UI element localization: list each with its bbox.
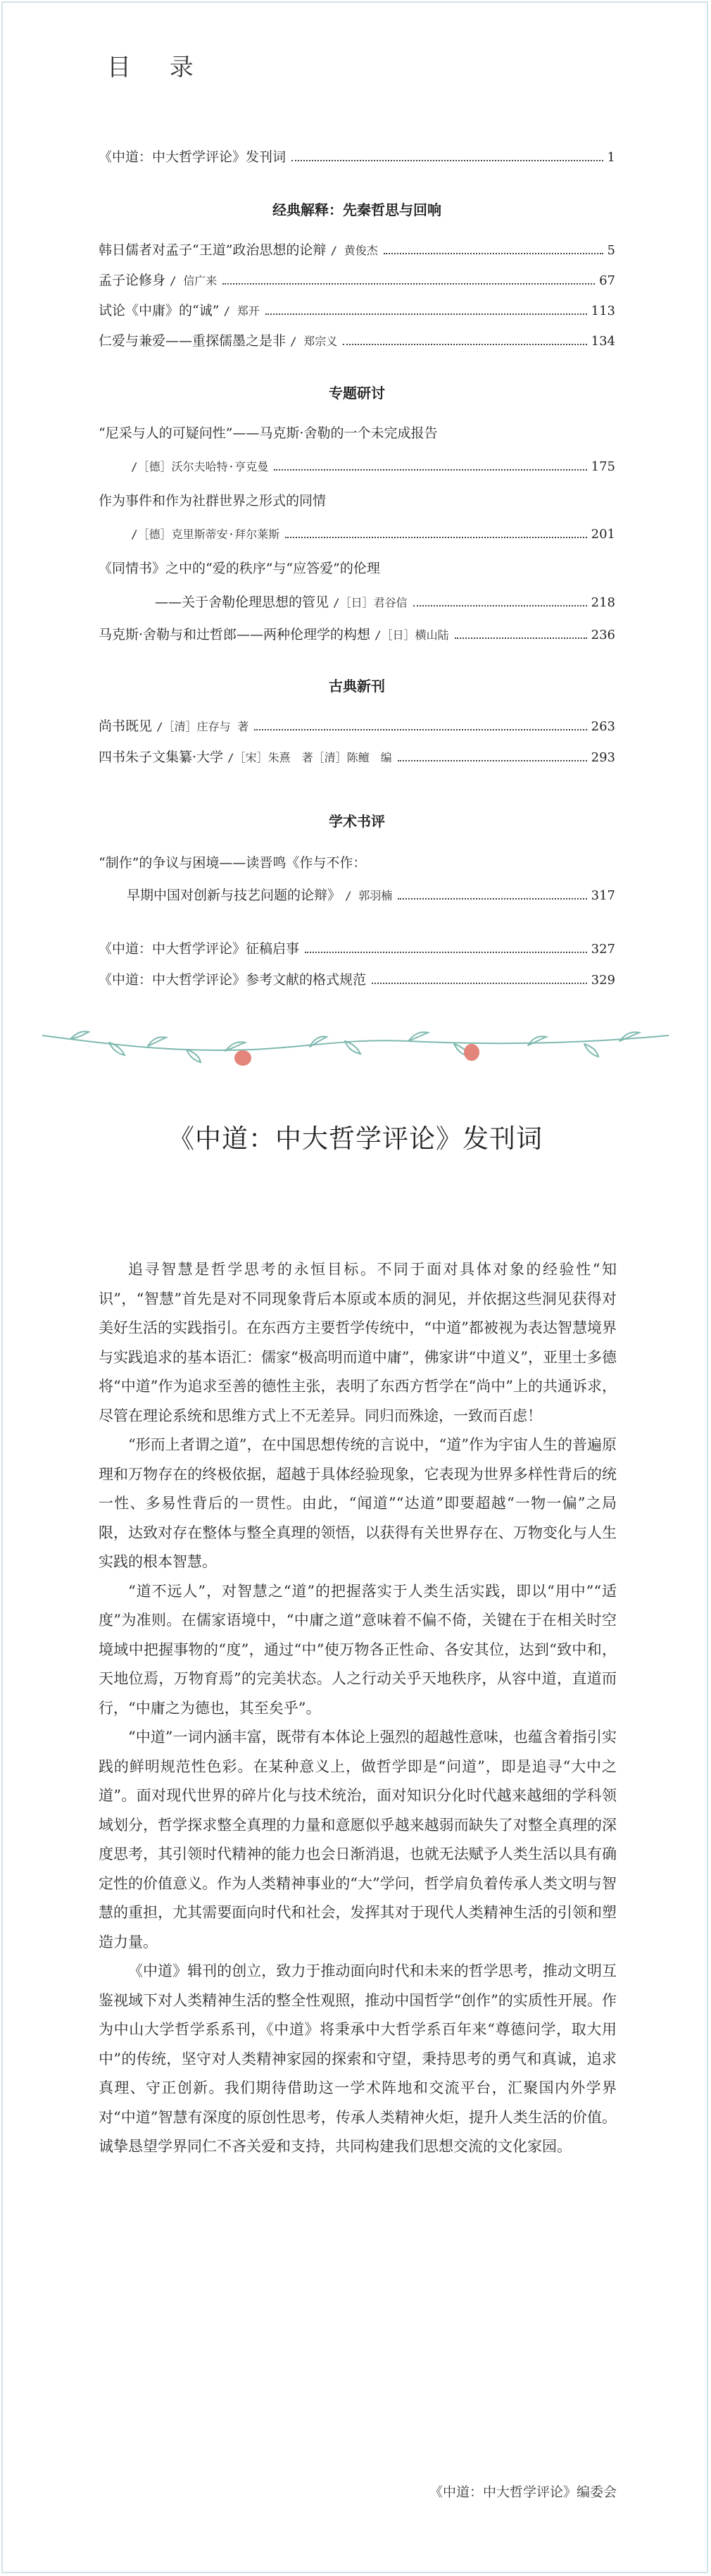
editorial-signature: 《中道：中大哲学评论》编委会 bbox=[429, 2484, 617, 2500]
toc-entry-preface[interactable]: 《中道：中大哲学评论》发刊词 1 bbox=[99, 149, 615, 165]
paragraph: 追寻智慧是哲学思考的永恒目标。不同于面对具体对象的经验性“知识”，“智慧”首先是对不同现象背后本原或本质的洞见，并依据这些洞见获得对美好生活的实践指引。在东西方主要哲学传统中，“中道”都被视为表达智慧境界与实践追求的基本语汇：儒家“极高明而道中庸”，佛家讲“中道义”，亚里士多德将“中道”作为追求至善的德性主张，表明了东西方哲学在“尚中”上的共通诉求，尽管在理论系统和思维方式上不无差异。同归而殊途，一致而百虑！ bbox=[99, 1261, 617, 1424]
toc-entry[interactable]: /［德］克里斯蒂安·拜尔莱斯 201 bbox=[131, 527, 615, 542]
toc-entry[interactable]: 尚书既见 /［清］庄存与 著 263 bbox=[99, 718, 615, 734]
paragraph: “形而上者谓之道”，在中国思想传统的言说中，“道”作为宇宙人生的普遍原理和万物存在的终极依据，超越于具体经验现象，它表现为世界多样性背后的统一性、多易性背后的一贯性。由此，“闻道”“达道”即要超越“一物一偏”之局限，达致对存在整体与整全真理的领悟，以获得有关世界存在、万物变化与人生实践的根本智慧。 bbox=[99, 1436, 617, 1570]
toc-entry-appendix[interactable]: 《中道：中大哲学评论》征稿启事 327 bbox=[99, 941, 615, 957]
toc-entry[interactable]: 韩日儒者对孟子“王道”政治思想的论辩 / 黄俊杰 5 bbox=[99, 242, 615, 258]
paragraph: “道不远人”，对智慧之“道”的把握落实于人类生活实践，即以“用中”“适度”为准则。在儒家语境中，“中庸之道”意味着不偏不倚，关键在于在相关时空境域中把握事物的“度”，通过“中”使万物各正性命、各安其位，达到“致中和，天地位焉，万物育焉”的完美状态。人之行动关乎天地秩序，从容中道，直道而行，“中庸之为德也，其至矣乎”。 bbox=[99, 1582, 617, 1717]
toc-entry[interactable]: “制作”的争议与困境——读晋鸣《作与不作： bbox=[99, 855, 367, 871]
toc-section-heading: 学术书评 bbox=[329, 813, 385, 830]
toc-entry[interactable]: 四书朱子文集纂·大学 /［宋］朱熹 著［清］陈鳣 编 293 bbox=[99, 749, 615, 765]
toc-title: 目 录 bbox=[107, 54, 209, 82]
article-title: 《中道：中大哲学评论》发刊词 bbox=[168, 1124, 543, 1154]
toc-entry-appendix[interactable]: 《中道：中大哲学评论》参考文献的格式规范 329 bbox=[99, 972, 615, 988]
toc-entry[interactable]: 试论《中庸》的“诚” / 郑开 113 bbox=[99, 303, 615, 318]
toc-section-heading: 专题研讨 bbox=[329, 385, 385, 402]
paragraph: “中道”一词内涵丰富，既带有本体论上强烈的超越性意味，也蕴含着指引实践的鲜明规范性色彩。在某种意义上，做哲学即是“问道”，即是追寻“大中之道”。面对现代世界的碎片化与技术统治，面对知识分化时代越来越细的学科领域划分，哲学探求整全真理的力量和意愿似乎越来越弱而缺失了对整全真理的深度思考，其引领时代精神的能力也会日渐消退，也就无法赋予人类生活以具有确定性的价值意义。作为人类精神事业的“大”学问，哲学肩负着传承人类文明与智慧的重担，尤其需要面向时代和社会，发挥其对于现代人类精神生活的引领和塑造力量。 bbox=[99, 1729, 617, 1950]
toc-entry[interactable]: 孟子论修身 / 信广来 67 bbox=[99, 273, 615, 288]
toc-entry[interactable]: ——关于舍勒伦理思想的管见 /［日］君谷信 218 bbox=[155, 595, 615, 610]
toc-entry[interactable]: /［德］沃尔夫哈特·亨克曼 175 bbox=[131, 459, 615, 474]
paragraph: 《中道》辑刊的创立，致力于推动面向时代和未来的哲学思考，推动文明互鉴视域下对人类精神生活的整全性观照，推动中国哲学“创作”的实质性开展。作为中山大学哲学系系刊，《中道》将秉承中大哲学系百年来“尊德问学，取大用中”的传统，坚守对人类精神家园的探索和守望，秉持思考的勇气和真诚，追求真理、守正创新。我们期待借助这一学术阵地和交流平台，汇聚国内外学界对“中道”智慧有深度的原创性思考，传承人类精神火炬，提升人类生活的价值。诚挚恳望学界同仁不吝关爱和支持，共同构建我们思想交流的文化家园。 bbox=[99, 1962, 617, 2155]
toc-entry[interactable]: 作为事件和作为社群世界之形式的同情 bbox=[99, 493, 327, 509]
toc-entry[interactable]: 仁爱与兼爱——重探儒墨之是非 / 郑宗义 134 bbox=[99, 333, 615, 349]
toc-entry[interactable]: 马克斯·舍勒与和辻哲郎——两种伦理学的构想 /［日］横山陆 236 bbox=[99, 627, 615, 642]
vine-divider bbox=[42, 1007, 669, 1078]
toc-entry[interactable]: 早期中国对创新与技艺问题的论辩》 / 郭羽楠 317 bbox=[127, 888, 615, 903]
toc-section-heading: 古典新刊 bbox=[329, 678, 385, 695]
toc-entry[interactable]: “尼采与人的可疑问性”——马克斯·舍勒的一个未完成报告 bbox=[99, 425, 438, 441]
article-body bbox=[99, 1255, 617, 2162]
toc-entry[interactable]: 《同情书》之中的“爱的秩序”与“应答爱”的伦理 bbox=[99, 561, 380, 576]
toc-section-heading: 经典解释：先秦哲思与回响 bbox=[272, 201, 441, 218]
